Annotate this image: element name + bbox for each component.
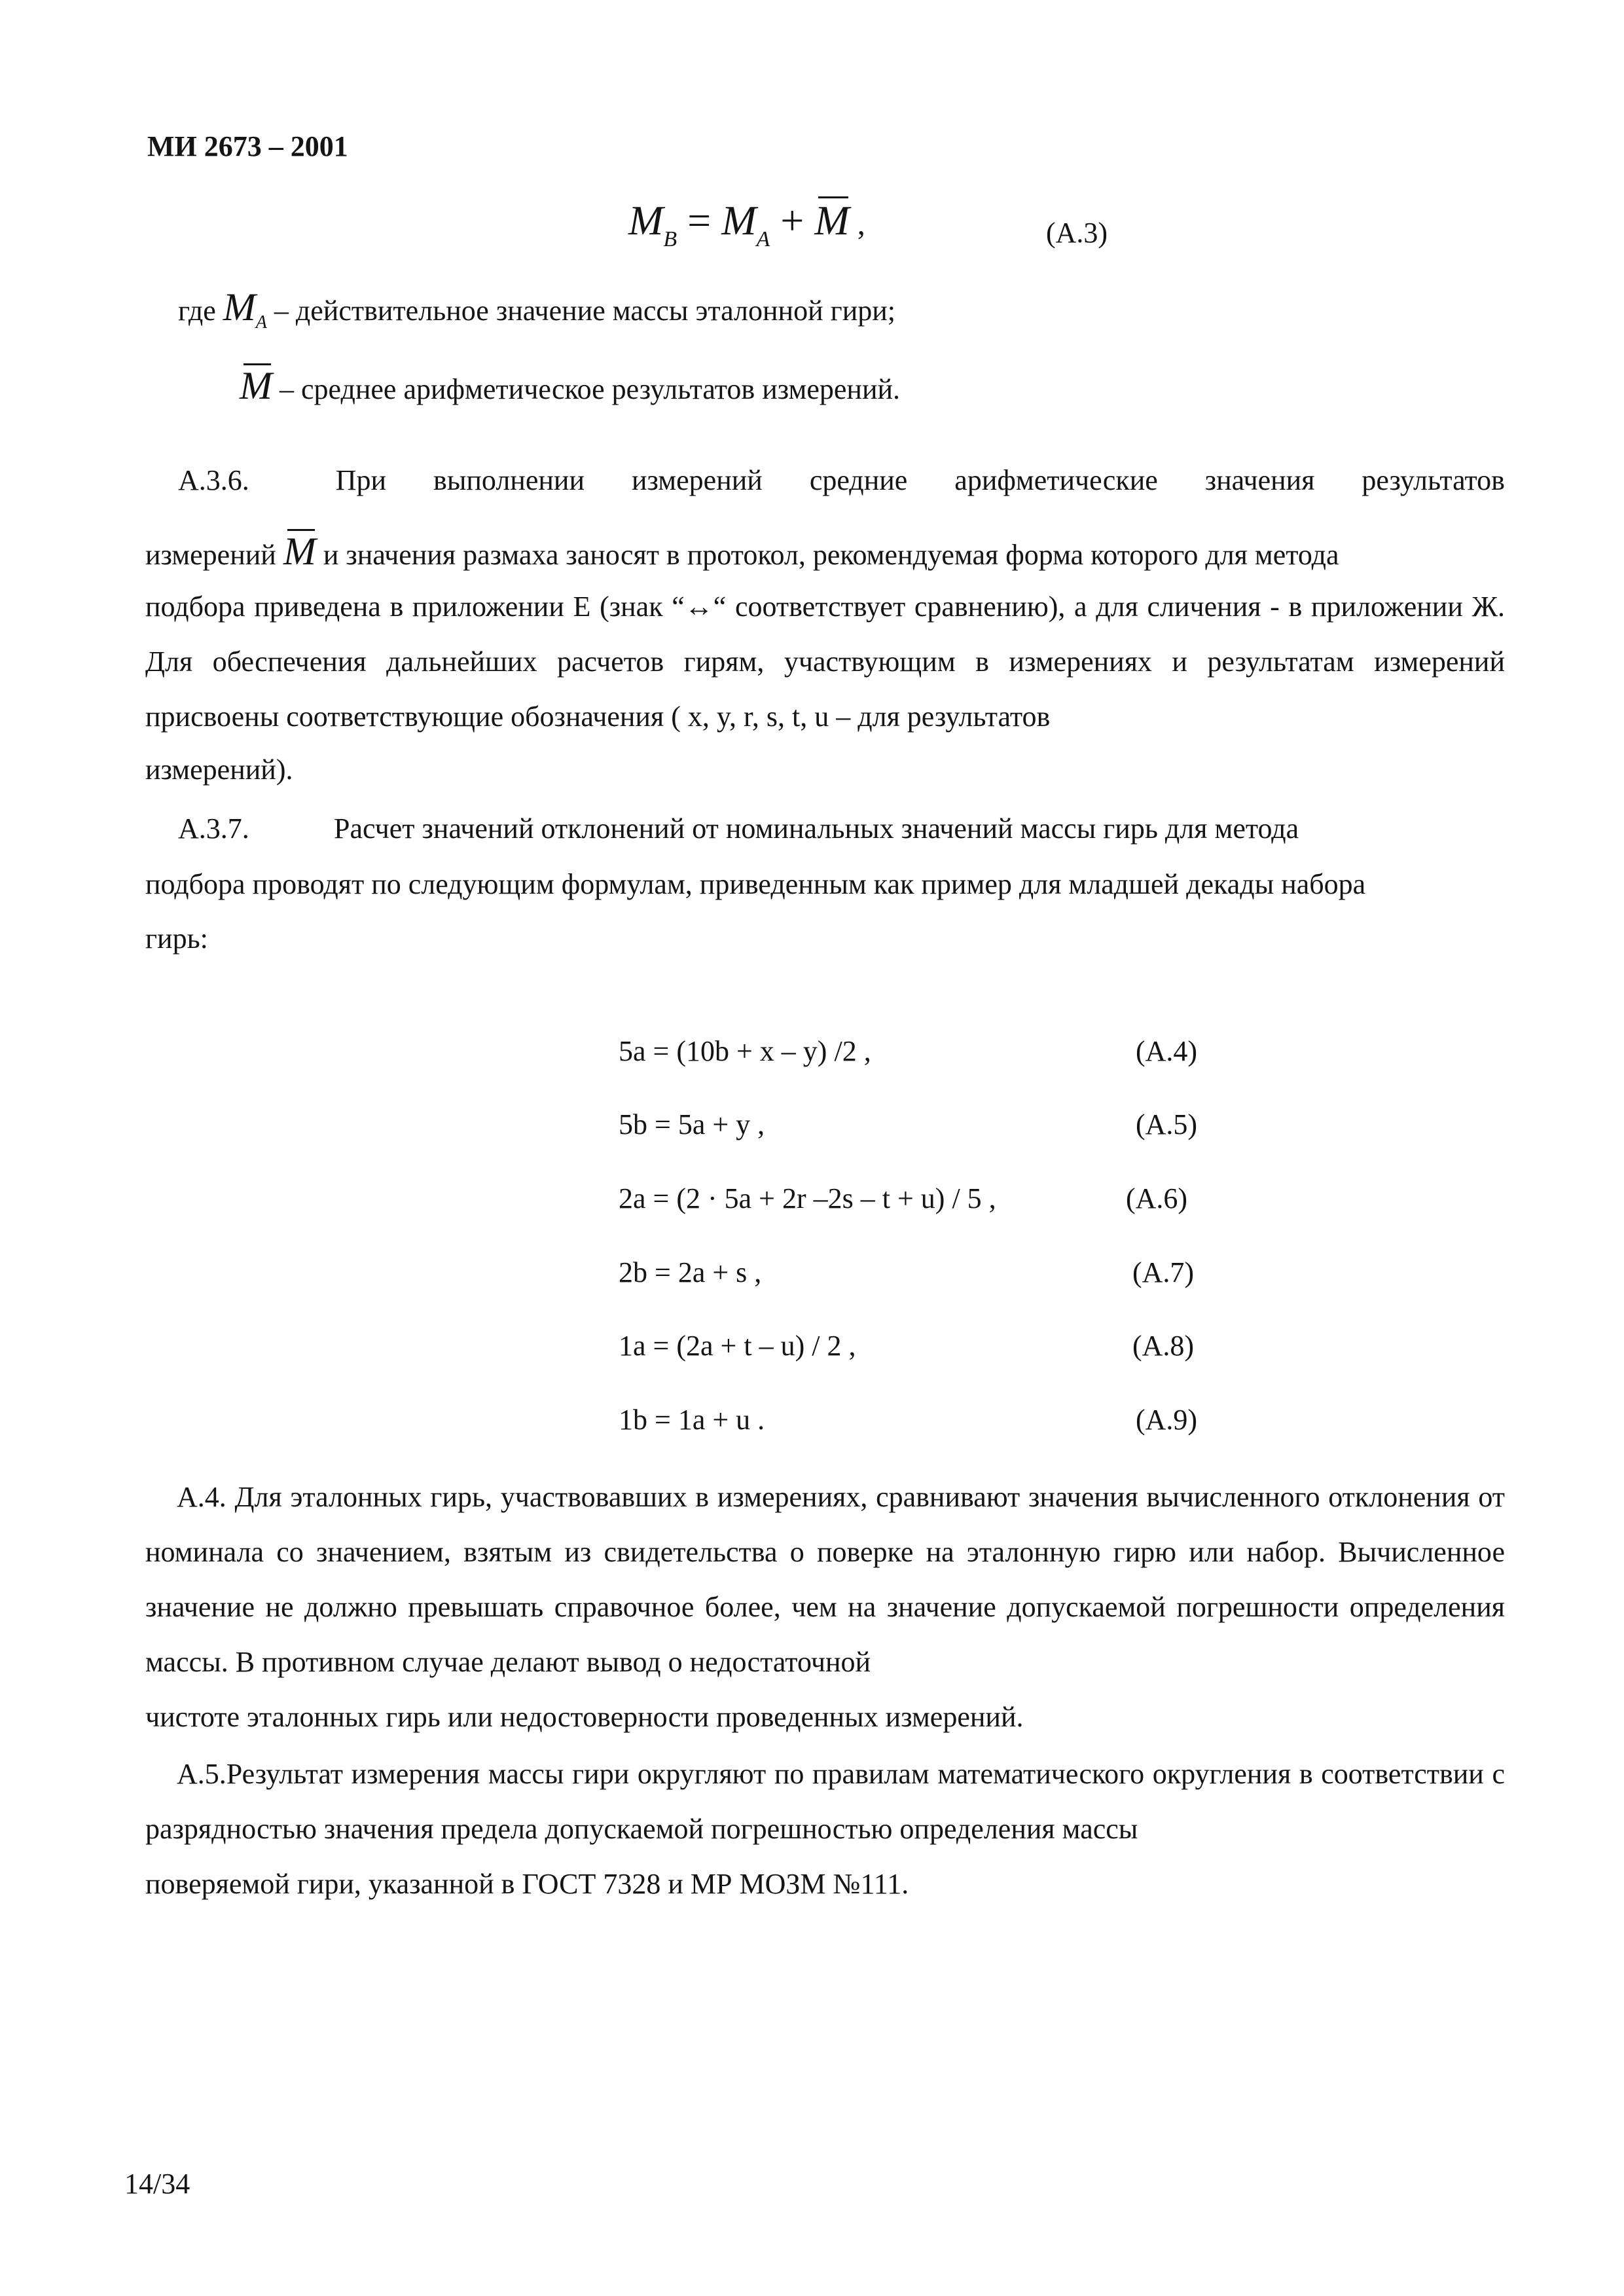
section-a37-number: А.3.7. [178,812,249,845]
symbol-mbar-inline: M [283,530,316,573]
word: измерений [632,464,763,496]
section-a36-line-1 [145,464,1505,497]
section-a4-body: А.4. Для эталонных гирь, участвовавших в измерениях, сравнивают значения вычисленного отклонения от номинала со значением, взятым из свидетельства о поверке на эталонную гирю или набор. Вычисленное значение не должно превышать справочное более, чем на значение допускаемой погрешности определения массы. В противном случае делают вывод о недостаточной [145,1481,1505,1678]
equation-a8: 1a = (2a + t – u) / 2 , [619,1330,856,1362]
word: значения [1204,464,1315,496]
equation-number-a6: (А.6) [1126,1182,1188,1214]
section-a5-body: А.5.Результат измерения массы гири округляют по правилам математического округления в соответствии с разрядностью значения предела допускаемой погрешностью определения массы [145,1758,1505,1845]
formula-m-sub: А [756,227,770,251]
equation-number-a4: (А.4) [1136,1035,1198,1067]
equation-a9: 1b = 1a + u . [619,1404,765,1436]
symbol-ma: M [223,285,256,329]
section-a36-line-2 [145,529,1339,574]
section-a37-line-3: гирь: [145,922,208,955]
document-code: МИ 2673 – 2001 [147,130,348,162]
word: результатов [1362,464,1505,496]
formula-tail: , [849,207,865,242]
where-word: где [178,295,216,327]
word: средние [809,464,908,496]
word: арифметические [954,464,1158,496]
section-a5-last-line: поверяемой гири, указанной в ГОСТ 7328 и МР МОЗМ №111. [145,1868,909,1900]
definition-line-1 [178,285,896,333]
section-a4-last-line: чистоте эталонных гирь или недостоверности проведенных измерений. [145,1701,1024,1733]
equation-number-a7: (А.7) [1132,1256,1195,1288]
section-a36-body: подбора приведена в приложении Е (знак “↔“ соответствует сравнению), а для сличения - в приложении Ж. Для обеспечения дальнейших расчетов гирям, участвующим в измерениях и результатам измерений присвоены соответствующие обозначения ( x, y, r, s, t, u – для результатов [145,591,1505,733]
definition-mbar: – среднее арифметическое результатов измерений. [272,373,901,405]
section-a36-last-line: измерений). [145,754,293,786]
word: выполнении [433,464,585,496]
word: При [335,464,387,496]
section-a37-line-2: подбора проводят по следующим формулам, приведенным как пример для младшей декады набора [145,868,1366,900]
equation-number-a3: (А.3) [1046,217,1108,249]
section-a37-line-1: Расчет значений отклонений от номинальных значений массы гирь для метода [334,812,1299,845]
formula-m: M [721,197,757,244]
page-number: 14/34 [124,2168,190,2200]
section-a36-line-2-prefix: измерений [145,539,283,571]
formula-a3 [628,196,865,251]
equation-number-a8: (А.8) [1132,1330,1195,1362]
formula-lhs: M [628,197,664,244]
equation-number-a5: (А.5) [1136,1108,1198,1140]
section-a36-number: А.3.6. [178,464,249,496]
symbol-ma-sub: А [255,312,267,333]
formula-mbar: M [814,197,850,244]
equation-a5: 5b = 5a + y , [619,1108,765,1140]
formula-plus: + [770,197,815,244]
symbol-mbar: M [240,364,272,407]
equation-a6: 2a = (2 · 5a + 2r –2s – t + u) / 5 , [619,1182,996,1214]
equation-a7: 2b = 2a + s , [619,1256,762,1288]
definition-line-2 [240,363,900,409]
equation-a4: 5a = (10b + x – y) /2 , [619,1035,871,1067]
definition-ma: – действительное значение массы эталонной гири; [266,295,896,327]
equation-number-a9: (А.9) [1136,1404,1198,1436]
section-a36-line-2-suffix: и значения размаха заносят в протокол, рекомендуемая форма которого для метода [316,539,1339,571]
formula-lhs-sub: В [663,227,677,251]
formula-eq: = [677,197,722,244]
